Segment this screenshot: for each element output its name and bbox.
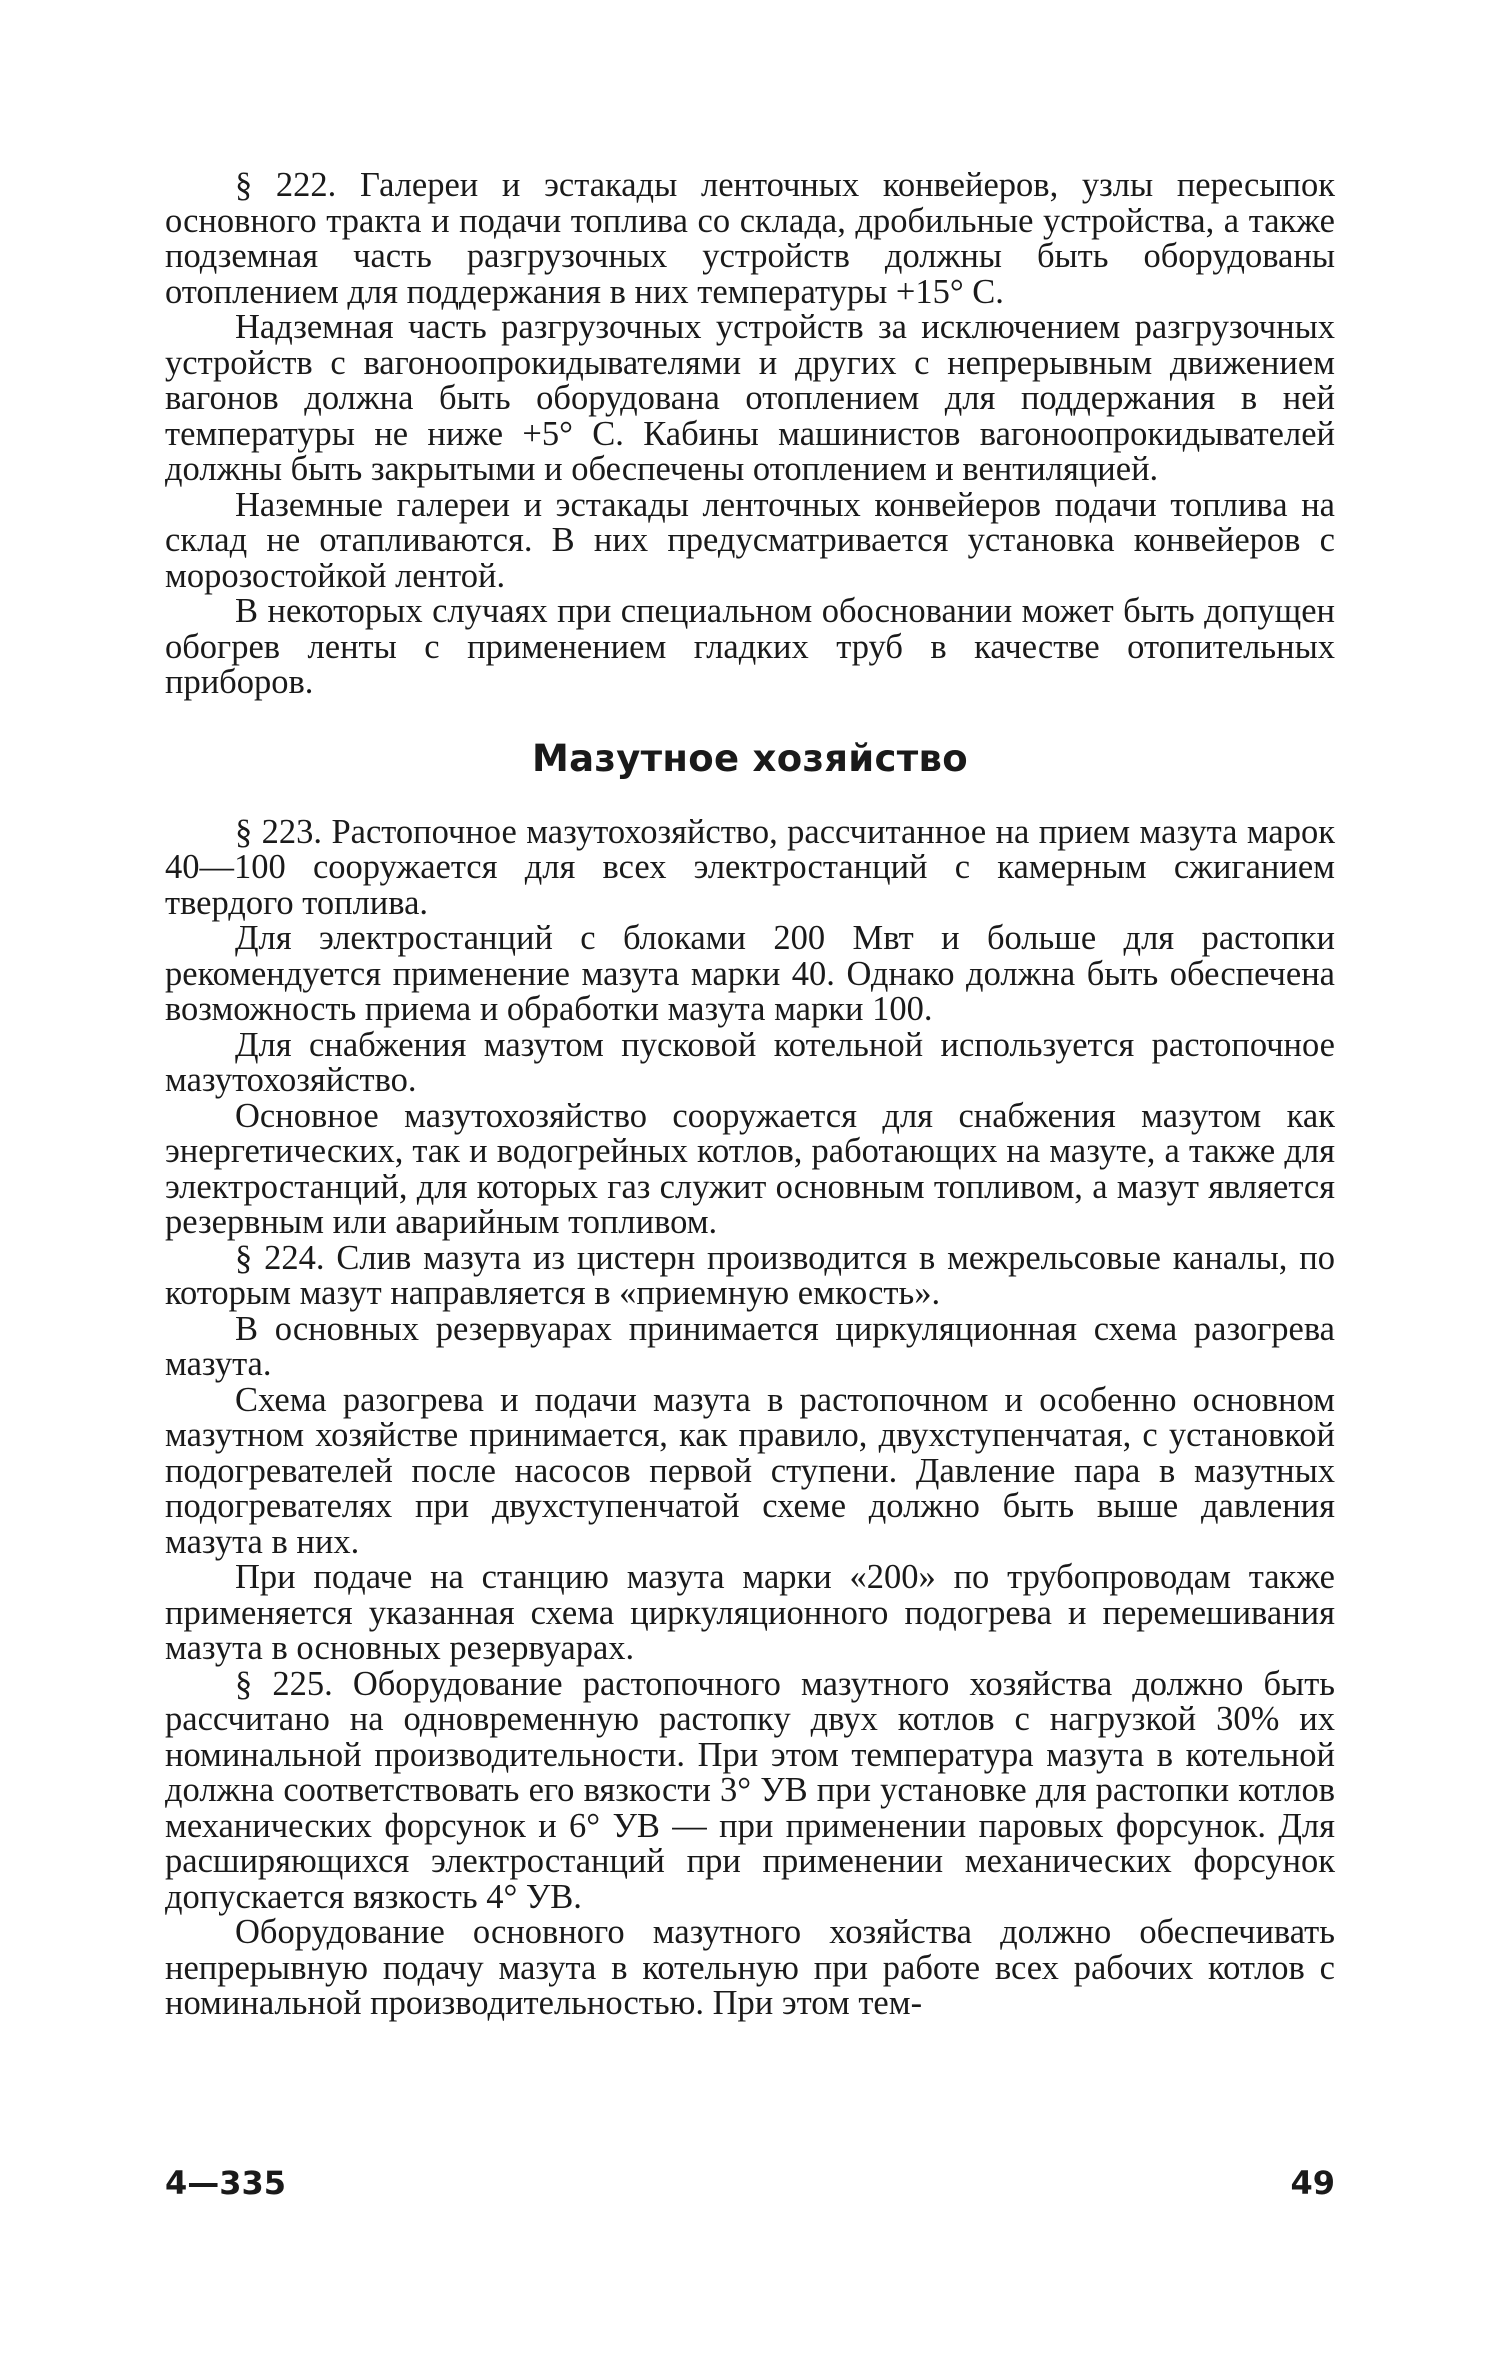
- paragraph-223: § 223. Растопочное мазутохозяйство, рассчитанное на прием мазута марок 40—100 сооружается для всех электростанций с камерным сжиганием твердого топлива.: [165, 812, 1335, 922]
- section-heading: Мазутное хозяйство: [532, 736, 968, 780]
- paragraph-main-fuel-oil: Основное мазутохозяйство сооружается для снабжения мазутом как энергетических, так и водогрейных котлов, работающих на мазуте, а также для электростанций, для которых газ служит основным топливом, а мазут является резервным или аварийным топливом.: [165, 1096, 1335, 1241]
- paragraph-circulation-scheme: В основных резервуарах принимается циркуляционная схема разогрева мазута.: [165, 1309, 1335, 1383]
- paragraph-224: § 224. Слив мазута из цистерн производится в межрельсовые каналы, по которым мазут направляется в «приемную емкость».: [165, 1238, 1335, 1312]
- paragraph-222: § 222. Галереи и эстакады ленточных конвейеров, узлы пересыпок основного тракта и подачи топлива со склада, дробильные устройства, а также подземная часть разгрузочных устройств должны быть оборудованы отоплением для поддержания в них температуры +15° С.: [165, 166, 1335, 311]
- page-body: [165, 168, 1335, 2022]
- paragraph-start-boiler: Для снабжения мазутом пусковой котельной используется растопочное мазутохозяйство.: [165, 1025, 1335, 1099]
- paragraph-200mw-blocks: Для электростанций с блоками 200 Мвт и больше для растопки рекомендуется применение мазута марки 40. Однако должна быть обеспечена возможность приема и обработки мазута марки 100.: [165, 919, 1335, 1028]
- paragraph-two-stage-heating: Схема разогрева и подачи мазута в растопочном и особенно основном мазутном хозяйстве принимается, как правило, двухступенчатая, с установкой подогревателей после насосов первой ступени. Давление пара в мазутных подогревателях при двухступенчатой схеме должно быть выше давления мазута в них.: [165, 1380, 1335, 1561]
- signature-mark: 4—335: [165, 2164, 287, 2202]
- paragraph-main-equipment: Оборудование основного мазутного хозяйства должно обеспечивать непрерывную подачу мазута в котельную при работе всех рабочих котлов с номинальной производительностью. При этом тем-: [165, 1913, 1335, 2022]
- paragraph-belt-heating: В некоторых случаях при специальном обосновании может быть допущен обогрев ленты с применением гладких труб в качестве отопительных приборов.: [165, 592, 1335, 701]
- paragraph-above-ground-heating: Надземная часть разгрузочных устройств за исключением разгрузочных устройств с вагоноопрокидывателями и других с непрерывным движением вагонов должна быть оборудована отоплением для поддержания в ней температуры не ниже +5° С. Кабины машинистов вагоноопрокидывателей должны быть закрытыми и обеспечены отоплением и вентиляцией.: [165, 308, 1335, 488]
- paragraph-pipeline-supply: При подаче на станцию мазута марки «200» по трубопроводам также применяется указанная схема циркуляционного подогрева и перемешивания мазута в основных резервуарах.: [165, 1558, 1335, 1667]
- paragraph-225: § 225. Оборудование растопочного мазутного хозяйства должно быть рассчитано на одновременную растопку двух котлов с нагрузкой 30% их номинальной производительности. При этом температура мазута в котельной должна соответствовать его вязкости 3° УВ при установке для растопки котлов механических форсунок и 6° УВ — при применении паровых форсунок. Для расширяющихся электростанций при применении механических форсунок допускается вязкость 4° УВ.: [165, 1664, 1335, 1916]
- page-number: 49: [1290, 2164, 1335, 2202]
- paragraph-ground-galleries: Наземные галереи и эстакады ленточных конвейеров подачи топлива на склад не отапливаются. В них предусматривается установка конвейеров с морозостойкой лентой.: [165, 485, 1335, 595]
